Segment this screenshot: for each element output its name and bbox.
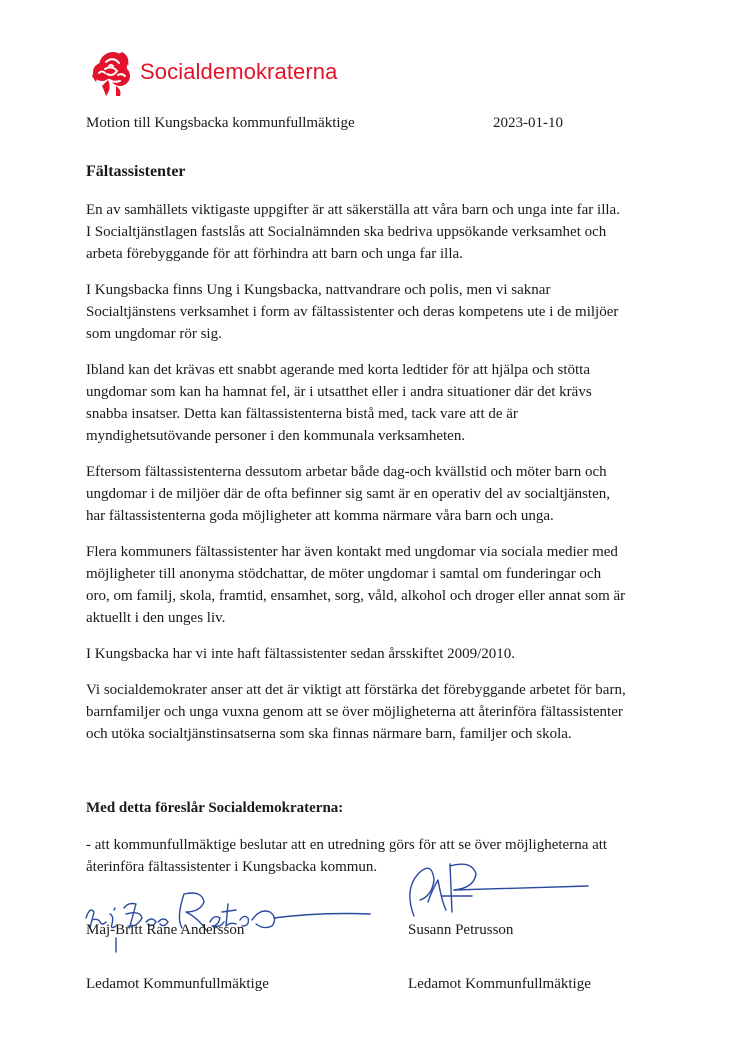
motion-recipient: Motion till Kungsbacka kommunfullmäktige <box>86 115 355 131</box>
signatory-role: Ledamot Kommunfullmäktige <box>408 976 591 992</box>
document-body <box>86 199 626 759</box>
document-date: 2023-01-10 <box>493 115 563 131</box>
body-paragraph: Ibland kan det krävas ett snabbt agerande med korta ledtider för att hjälpa och stötta ungdomar som kan ha hamnat fel, är i utsatthet eller i andra situationer där det krävs snabba insatser. Detta kan fältassistenterna bistå med, tack vare att de är myndighetsutövande personer i den kommunala verksamheten. <box>86 362 592 444</box>
signature-left <box>80 878 380 958</box>
signatory-name: Maj-Britt Rane Andersson <box>86 922 245 938</box>
body-paragraph: Vi socialdemokrater anser att det är viktigt att förstärka det förebyggande arbetet för barn, barnfamiljer och unga vuxna genom att se över möjligheterna att återinföra fältassistenter och utöka socialtjänstinsatserna som ska finnas närmare barn, familjer och skola. <box>86 682 626 742</box>
party-logo <box>86 46 337 98</box>
document-header <box>86 115 566 132</box>
signatory-name: Susann Petrusson <box>408 922 514 938</box>
proposal-text: - att kommunfullmäktige beslutar att en utredning görs för att se över möjligheterna att återinföra fältassistenter i Kungsbacka kommun. <box>86 837 608 875</box>
rose-icon <box>86 46 136 98</box>
signature-right <box>402 850 602 930</box>
body-paragraph: En av samhällets viktigaste uppgifter är att säkerställa att våra barn och unga inte far illa. I Socialtjänstlagen fastslås att Socialnämnden ska bedriva uppsökande verksamhet och arbeta förebyggande för att förhindra att barn och unga far illa. <box>86 202 620 262</box>
proposal-heading: Med detta föreslår Socialdemokraterna: <box>86 800 344 816</box>
body-paragraph: Eftersom fältassistenterna dessutom arbetar både dag-och kvällstid och möter barn och ungdomar i de miljöer där de ofta befinner sig samt är en operativ del av socialtjänsten, har fältassistenterna goda möjligheter att komma närmare våra barn och unga. <box>86 464 610 524</box>
body-paragraph: I Kungsbacka har vi inte haft fältassistenter sedan årsskiftet 2009/2010. <box>86 646 516 662</box>
body-paragraph: I Kungsbacka finns Ung i Kungsbacka, nattvandrare och polis, men vi saknar Socialtjänstens verksamhet i form av fältassistenter och deras kompetens ute i de miljöer som ungdomar rör sig. <box>86 282 619 342</box>
logo-text: Socialdemokraterna <box>140 59 338 84</box>
body-paragraph: Flera kommuners fältassistenter har även kontakt med ungdomar via sociala medier med möjligheter till anonyma stödchattar, de möter ungdomar i samtal om funderingar och oro, om familj, skola, framtid, ensamhet, sorg, våld, alkohol och droger eller annat som är aktuellt i den unges liv. <box>86 544 626 626</box>
signatory-role: Ledamot Kommunfullmäktige <box>86 976 269 992</box>
document-title: Fältassistenter <box>86 163 186 180</box>
